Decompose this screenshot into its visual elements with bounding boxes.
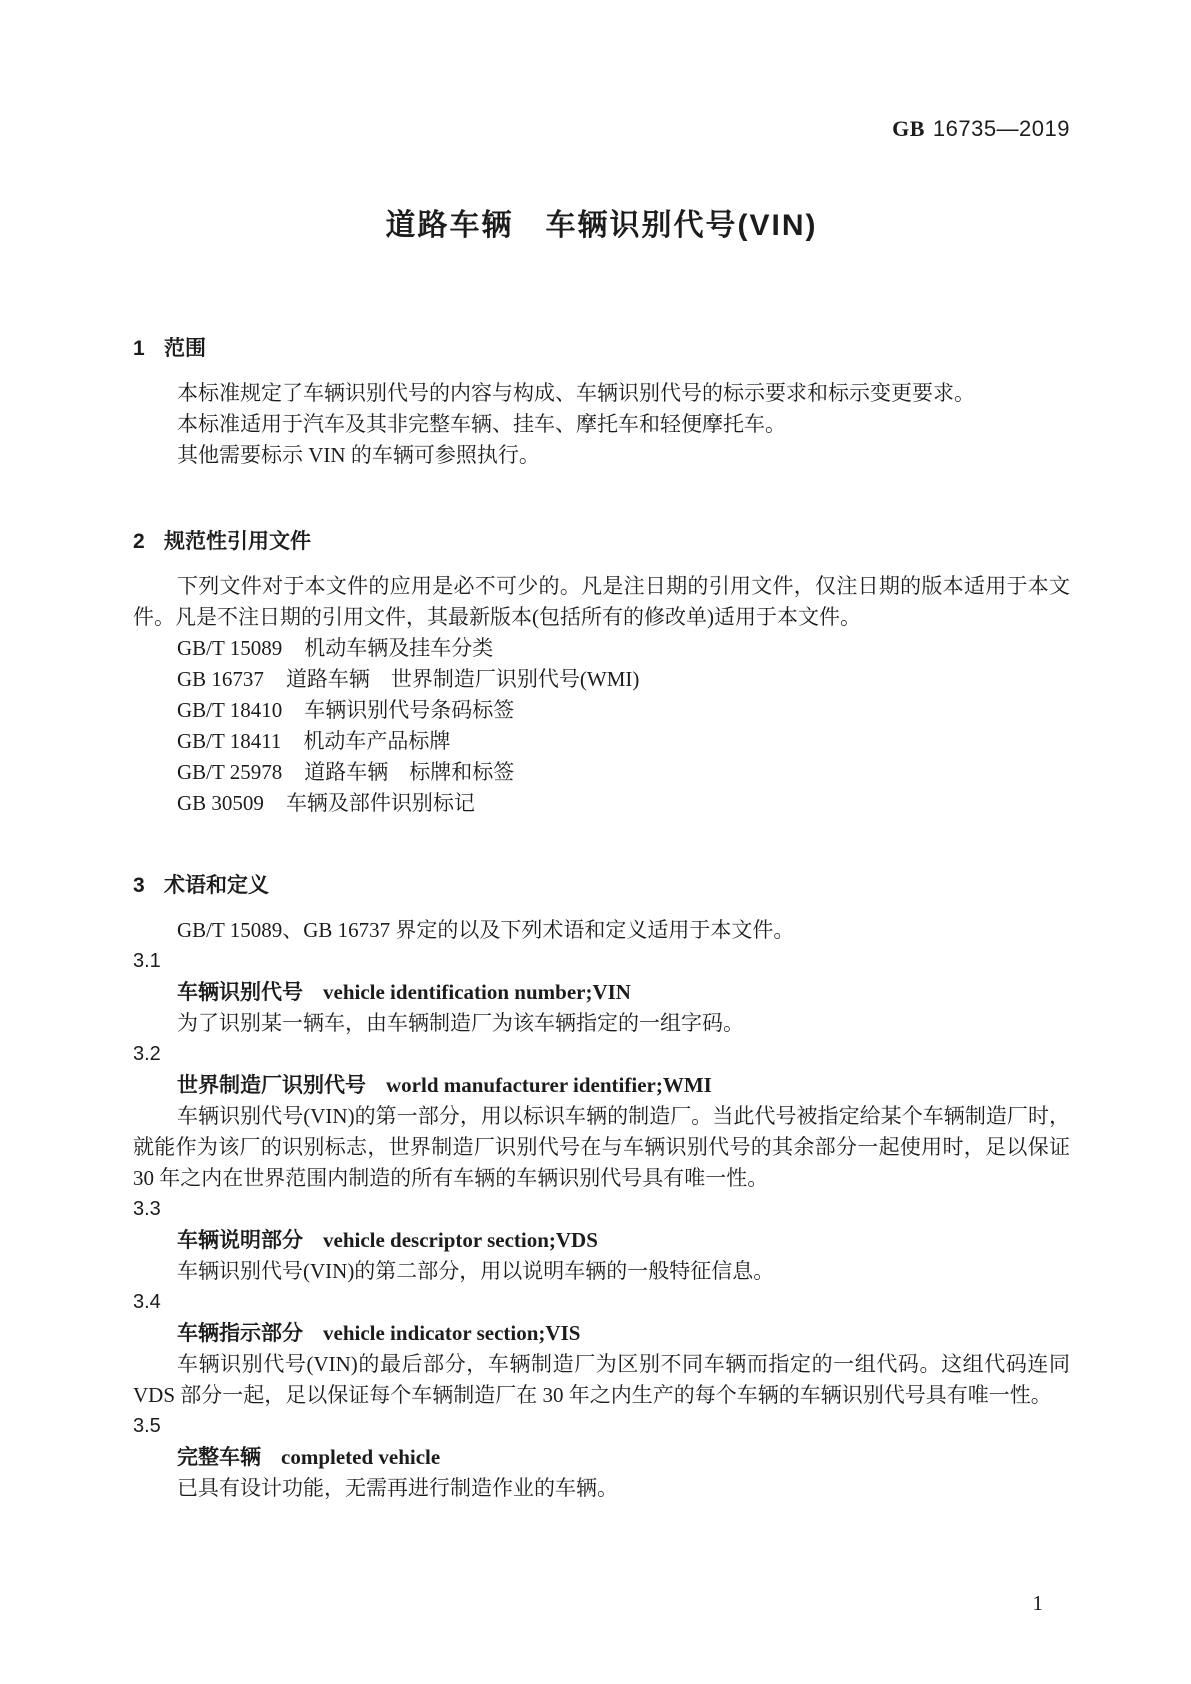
section-2-number: 2 — [133, 530, 145, 553]
section-3-title: 术语和定义 — [164, 874, 269, 897]
section-3-intro: GB/T 15089、GB 16737 界定的以及下列术语和定义适用于本文件。 — [177, 918, 795, 942]
standard-code-prefix: GB — [892, 116, 925, 141]
reference-code: GB/T 18410 — [177, 698, 283, 722]
section-3-number: 3 — [133, 874, 145, 897]
standard-code-number: 16735—2019 — [932, 116, 1070, 141]
reference-code: GB 30509 — [177, 791, 264, 815]
section-1-heading — [133, 334, 1070, 364]
term-name-zh: 完整车辆 — [177, 1446, 261, 1469]
term-name — [133, 1070, 1070, 1101]
term-name — [133, 1225, 1070, 1256]
reference-code: GB/T 15089 — [177, 636, 283, 660]
term-definition: 为了识别某一辆车，由车辆制造厂为该车辆指定的一组字码。 — [177, 1011, 744, 1035]
term-entry — [133, 1411, 1070, 1504]
section-1-paragraph: 本标准适用于汽车及其非完整车辆、挂车、摩托车和轻便摩托车。 — [177, 412, 786, 436]
section-1-paragraph: 其他需要标示 VIN 的车辆可参照执行。 — [177, 443, 540, 467]
standard-code-header — [133, 0, 1070, 142]
reference-title: 道路车辆 世界制造厂识别代号(WMI) — [285, 667, 640, 691]
reference-item — [133, 788, 1070, 819]
term-number: 3.5 — [133, 1415, 161, 1437]
term-number: 3.2 — [133, 1043, 161, 1065]
term-entry — [133, 946, 1070, 1039]
term-name-en: vehicle indicator section;VIS — [323, 1321, 581, 1345]
term-entry — [133, 1039, 1070, 1194]
reference-item — [133, 695, 1070, 726]
term-entry — [133, 1194, 1070, 1287]
reference-title: 机动车辆及挂车分类 — [304, 636, 494, 660]
reference-code: GB/T 25978 — [177, 760, 283, 784]
term-name-en: world manufacturer identifier;WMI — [386, 1073, 712, 1097]
reference-code: GB 16737 — [177, 667, 264, 691]
term-definition: 车辆识别代号(VIN)的第一部分，用以标识车辆的制造厂。当此代号被指定给某个车辆制造厂时，就能作为该厂的识别标志，世界制造厂识别代号在与车辆识别代号的其余部分一起使用时，足以保证 30 年之内在世界范围内制造的所有车辆的车辆识别代号具有唯一性。 — [133, 1104, 1070, 1190]
term-number: 3.4 — [133, 1291, 161, 1313]
reference-title: 机动车产品标牌 — [303, 729, 451, 753]
document-title: 道路车辆 车辆识别代号(VIN) — [385, 209, 818, 242]
term-definition: 车辆识别代号(VIN)的最后部分，车辆制造厂为区别不同车辆而指定的一组代码。这组代码连同 VDS 部分一起，足以保证每个车辆制造厂在 30 年之内生产的每个车辆的车辆识别代号具有唯一性。 — [133, 1352, 1070, 1407]
term-entry — [133, 1287, 1070, 1411]
term-number: 3.3 — [133, 1198, 161, 1220]
term-number: 3.1 — [133, 950, 161, 972]
term-name-zh: 车辆说明部分 — [177, 1229, 303, 1252]
term-name-en: vehicle identification number;VIN — [323, 980, 631, 1004]
section-3-heading — [133, 871, 1070, 901]
reference-item — [133, 757, 1070, 788]
term-definition: 已具有设计功能，无需再进行制造作业的车辆。 — [177, 1476, 618, 1500]
term-name-en: vehicle descriptor section;VDS — [323, 1228, 598, 1252]
term-name-en: completed vehicle — [281, 1445, 441, 1469]
section-1-title: 范围 — [164, 337, 206, 360]
reference-title: 车辆识别代号条码标签 — [304, 698, 515, 722]
term-name — [133, 977, 1070, 1008]
page-number: 1 — [1032, 1591, 1043, 1615]
reference-code: GB/T 18411 — [177, 729, 282, 753]
page-content — [133, 0, 1070, 1504]
term-name-zh: 世界制造厂识别代号 — [177, 1074, 366, 1097]
section-1-paragraph: 本标准规定了车辆识别代号的内容与构成、车辆识别代号的标示要求和标示变更要求。 — [177, 381, 975, 405]
reference-item — [133, 726, 1070, 757]
term-name — [133, 1442, 1070, 1473]
reference-item — [133, 633, 1070, 664]
section-1-number: 1 — [133, 337, 145, 360]
section-2-intro: 下列文件对于本文件的应用是必不可少的。凡是注日期的引用文件，仅注日期的版本适用于本文件。凡是不注日期的引用文件，其最新版本(包括所有的修改单)适用于本文件。 — [133, 574, 1070, 629]
section-2-title: 规范性引用文件 — [164, 530, 311, 553]
term-name — [133, 1318, 1070, 1349]
term-definition: 车辆识别代号(VIN)的第二部分，用以说明车辆的一般特征信息。 — [177, 1259, 775, 1283]
reference-title: 道路车辆 标牌和标签 — [304, 760, 515, 784]
reference-item — [133, 664, 1070, 695]
term-name-zh: 车辆识别代号 — [177, 981, 303, 1004]
reference-title: 车辆及部件识别标记 — [285, 791, 475, 815]
section-2-heading — [133, 527, 1070, 557]
term-name-zh: 车辆指示部分 — [177, 1322, 303, 1345]
